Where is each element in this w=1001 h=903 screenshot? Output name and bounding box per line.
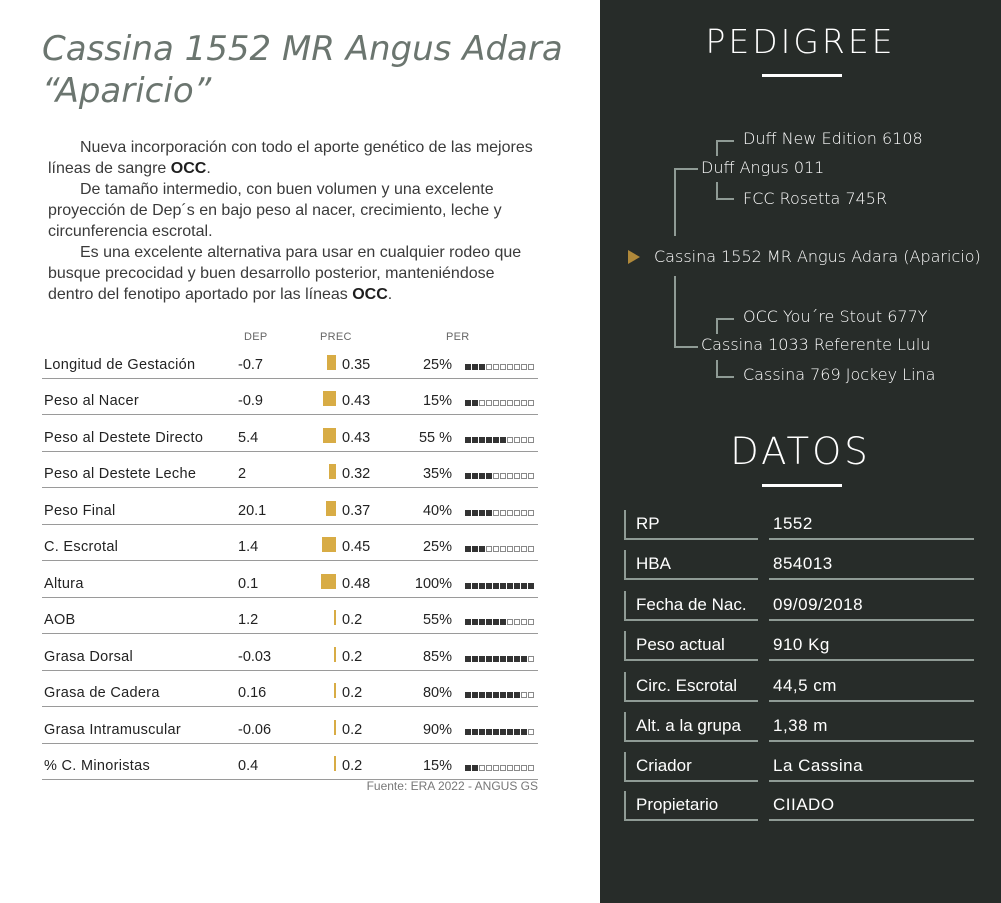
percentile-square bbox=[493, 729, 499, 735]
pedigree-dam-sire: OCC You´re Stout 677Y bbox=[743, 307, 928, 326]
dep-value: 0.4 bbox=[238, 758, 259, 774]
trait-name: Grasa Intramuscular bbox=[44, 721, 182, 738]
percentile-square bbox=[500, 583, 506, 589]
per-value: 35% bbox=[422, 466, 452, 482]
table-row bbox=[42, 452, 538, 489]
prec-bar bbox=[327, 355, 336, 370]
prec-bar bbox=[334, 756, 336, 771]
table-row bbox=[42, 379, 538, 416]
percentile-square bbox=[528, 546, 534, 552]
percentile-square bbox=[521, 765, 527, 771]
percentile-square bbox=[486, 473, 492, 479]
percentile-square bbox=[521, 583, 527, 589]
percentile-square bbox=[507, 656, 513, 662]
datos-value: 1,38 m bbox=[773, 716, 828, 735]
percentile-square bbox=[486, 692, 492, 698]
percentile-square bbox=[486, 437, 492, 443]
percentile-square bbox=[514, 473, 520, 479]
table-row bbox=[42, 415, 538, 452]
datos-row bbox=[624, 591, 974, 621]
percentile-indicator bbox=[465, 692, 534, 698]
percentile-square bbox=[486, 583, 492, 589]
pedigree-heading: PEDIGREE bbox=[705, 22, 896, 61]
percentile-square bbox=[472, 364, 478, 370]
percentile-square bbox=[507, 619, 513, 625]
percentile-square bbox=[507, 510, 513, 516]
percentile-square bbox=[465, 619, 471, 625]
pedigree-animal: Cassina 1552 MR Angus Adara (Aparicio) bbox=[654, 247, 981, 266]
percentile-square bbox=[493, 656, 499, 662]
datos-value-box bbox=[769, 591, 974, 621]
percentile-square bbox=[472, 473, 478, 479]
pedigree-sire: Duff Angus 011 bbox=[701, 158, 825, 177]
title-line-2: “Aparicio” bbox=[42, 71, 212, 111]
title-line-1: Cassina 1552 MR Angus Adara bbox=[42, 29, 563, 69]
percentile-square bbox=[500, 619, 506, 625]
datos-label: Peso actual bbox=[636, 635, 725, 654]
table-row bbox=[42, 561, 538, 598]
trait-name: Peso al Destete Directo bbox=[44, 429, 204, 446]
datos-value: 1552 bbox=[773, 514, 813, 533]
percentile-square bbox=[528, 692, 534, 698]
prec-value: 0.32 bbox=[342, 466, 371, 482]
tree-line bbox=[716, 318, 734, 320]
percentile-square bbox=[479, 729, 485, 735]
percentile-square bbox=[472, 583, 478, 589]
datos-label-box bbox=[624, 791, 758, 821]
table-row bbox=[42, 634, 538, 671]
trait-name: % C. Minoristas bbox=[44, 758, 151, 774]
percentile-square bbox=[465, 583, 471, 589]
percentile-square bbox=[465, 510, 471, 516]
percentile-square bbox=[514, 656, 520, 662]
dep-value: 0.1 bbox=[238, 575, 259, 592]
datos-value: 910 Kg bbox=[773, 635, 830, 654]
percentile-square bbox=[507, 765, 513, 771]
datos-value-box bbox=[769, 550, 974, 580]
percentile-square bbox=[472, 510, 478, 516]
percentile-square bbox=[507, 692, 513, 698]
percentile-square bbox=[465, 765, 471, 771]
percentile-indicator bbox=[465, 473, 534, 479]
datos-row bbox=[624, 550, 974, 580]
datos-heading: DATOS bbox=[730, 430, 871, 473]
table-row bbox=[42, 707, 538, 744]
dep-value: 20.1 bbox=[238, 502, 267, 519]
prec-value: 0.45 bbox=[342, 539, 371, 555]
description-text: . bbox=[206, 160, 211, 177]
datos-label-box bbox=[624, 510, 758, 540]
percentile-square bbox=[528, 510, 534, 516]
datos-row bbox=[624, 791, 974, 821]
percentile-square bbox=[486, 656, 492, 662]
datos-value: CIIADO bbox=[773, 795, 835, 814]
percentile-square bbox=[500, 473, 506, 479]
percentile-square bbox=[528, 473, 534, 479]
percentile-square bbox=[528, 729, 534, 735]
percentile-square bbox=[514, 364, 520, 370]
datos-value-box bbox=[769, 712, 974, 742]
tree-line bbox=[674, 168, 698, 170]
percentile-square bbox=[500, 656, 506, 662]
prec-bar bbox=[322, 537, 336, 552]
percentile-square bbox=[500, 729, 506, 735]
datos-value: La Cassina bbox=[773, 756, 864, 775]
trait-name: Peso al Destete Leche bbox=[44, 466, 197, 482]
percentile-square bbox=[521, 692, 527, 698]
percentile-indicator bbox=[465, 437, 534, 443]
dep-value: 1.2 bbox=[238, 612, 259, 628]
percentile-square bbox=[507, 437, 513, 443]
percentile-square bbox=[500, 765, 506, 771]
percentile-square bbox=[514, 692, 520, 698]
percentile-square bbox=[500, 400, 506, 406]
pedigree-dam: Cassina 1033 Referente Lulu bbox=[701, 335, 931, 354]
right-panel bbox=[600, 0, 1001, 903]
prec-value: 0.35 bbox=[342, 356, 371, 373]
table-row bbox=[42, 525, 538, 562]
dep-value: 2 bbox=[238, 466, 247, 482]
datos-row bbox=[624, 631, 974, 661]
percentile-square bbox=[528, 656, 534, 662]
prec-bar bbox=[321, 574, 336, 589]
datos-label-box bbox=[624, 752, 758, 782]
tree-line bbox=[674, 276, 676, 348]
table-row bbox=[42, 671, 538, 708]
percentile-indicator bbox=[465, 510, 534, 516]
percentile-square bbox=[528, 437, 534, 443]
percentile-square bbox=[479, 473, 485, 479]
datos-label: RP bbox=[636, 514, 660, 533]
percentile-square bbox=[479, 364, 485, 370]
description-paragraph-3 bbox=[48, 242, 542, 305]
trait-name: Peso Final bbox=[44, 502, 116, 519]
percentile-square bbox=[465, 546, 471, 552]
percentile-square bbox=[514, 400, 520, 406]
percentile-square bbox=[465, 364, 471, 370]
description bbox=[48, 137, 542, 305]
percentile-indicator bbox=[465, 619, 534, 625]
prec-value: 0.37 bbox=[342, 502, 371, 519]
pedigree-sire-sire: Duff New Edition 6108 bbox=[743, 129, 923, 148]
percentile-square bbox=[514, 619, 520, 625]
percentile-square bbox=[493, 400, 499, 406]
prec-value: 0.43 bbox=[342, 393, 371, 409]
pedigree-dam-dam: Cassina 769 Jockey Lina bbox=[743, 365, 936, 384]
percentile-square bbox=[514, 437, 520, 443]
trait-name: Longitud de Gestación bbox=[44, 356, 196, 373]
trait-name: AOB bbox=[44, 612, 76, 628]
dep-value: -0.03 bbox=[238, 648, 272, 665]
tree-line bbox=[674, 168, 676, 236]
percentile-square bbox=[500, 546, 506, 552]
percentile-square bbox=[493, 546, 499, 552]
dep-value: 5.4 bbox=[238, 429, 259, 446]
percentile-square bbox=[493, 583, 499, 589]
datos-label: Propietario bbox=[636, 795, 719, 814]
tree-line bbox=[716, 140, 734, 142]
table-row bbox=[42, 744, 538, 781]
prec-bar bbox=[329, 464, 336, 479]
datos-label-box bbox=[624, 591, 758, 621]
percentile-square bbox=[521, 473, 527, 479]
dep-table bbox=[42, 342, 538, 780]
dep-value: -0.9 bbox=[238, 393, 263, 409]
percentile-square bbox=[528, 583, 534, 589]
percentile-indicator bbox=[465, 765, 534, 771]
datos-row bbox=[624, 712, 974, 742]
per-value: 80% bbox=[422, 685, 452, 701]
percentile-square bbox=[521, 546, 527, 552]
percentile-square bbox=[486, 400, 492, 406]
percentile-square bbox=[507, 364, 513, 370]
percentile-square bbox=[479, 583, 485, 589]
percentile-square bbox=[472, 729, 478, 735]
percentile-square bbox=[479, 692, 485, 698]
datos-row bbox=[624, 510, 974, 540]
trait-name: Grasa Dorsal bbox=[44, 648, 134, 665]
percentile-square bbox=[521, 656, 527, 662]
datos-label-box bbox=[624, 631, 758, 661]
percentile-square bbox=[514, 510, 520, 516]
table-row bbox=[42, 598, 538, 635]
percentile-indicator bbox=[465, 400, 534, 406]
datos-label-box bbox=[624, 672, 758, 702]
trait-name: C. Escrotal bbox=[44, 539, 119, 555]
pedigree-sire-dam: FCC Rosetta 745R bbox=[743, 189, 888, 208]
dep-value: 1.4 bbox=[238, 539, 259, 555]
prec-bar bbox=[334, 610, 336, 625]
prec-bar bbox=[326, 501, 336, 516]
datos-value-box bbox=[769, 510, 974, 540]
table-row bbox=[42, 488, 538, 525]
percentile-square bbox=[493, 364, 499, 370]
prec-bar bbox=[334, 720, 336, 735]
percentile-square bbox=[486, 510, 492, 516]
datos-label: Fecha de Nac. bbox=[636, 595, 747, 614]
percentile-square bbox=[500, 364, 506, 370]
datos-row bbox=[624, 752, 974, 782]
percentile-square bbox=[486, 364, 492, 370]
prec-value: 0.48 bbox=[342, 575, 371, 592]
percentile-indicator bbox=[465, 583, 534, 589]
per-value: 15% bbox=[422, 393, 452, 409]
per-value: 15% bbox=[422, 758, 452, 774]
tree-line bbox=[716, 318, 718, 334]
per-value: 55% bbox=[422, 612, 452, 628]
percentile-square bbox=[514, 729, 520, 735]
percentile-square bbox=[507, 546, 513, 552]
percentile-square bbox=[521, 437, 527, 443]
header-prec: PREC bbox=[320, 331, 352, 343]
datos-value-box bbox=[769, 672, 974, 702]
percentile-square bbox=[521, 729, 527, 735]
datos-label: Alt. a la grupa bbox=[636, 716, 741, 735]
description-text: . bbox=[387, 286, 393, 303]
datos-value-box bbox=[769, 631, 974, 661]
tree-line bbox=[716, 198, 734, 200]
page-title bbox=[42, 28, 582, 112]
percentile-square bbox=[507, 729, 513, 735]
tree-line bbox=[674, 346, 698, 348]
per-value: 25% bbox=[422, 539, 452, 555]
percentile-square bbox=[465, 729, 471, 735]
percentile-square bbox=[521, 400, 527, 406]
percentile-indicator bbox=[465, 546, 534, 552]
percentile-square bbox=[465, 473, 471, 479]
trait-name: Altura bbox=[44, 575, 84, 592]
per-value: 85% bbox=[422, 648, 452, 665]
percentile-square bbox=[514, 583, 520, 589]
percentile-square bbox=[465, 656, 471, 662]
percentile-indicator bbox=[465, 729, 534, 735]
percentile-square bbox=[521, 619, 527, 625]
datos-label: Criador bbox=[636, 756, 692, 775]
percentile-square bbox=[472, 400, 478, 406]
percentile-square bbox=[479, 437, 485, 443]
datos-value-box bbox=[769, 752, 974, 782]
prec-value: 0.2 bbox=[342, 612, 363, 628]
prec-value: 0.2 bbox=[342, 721, 363, 738]
per-value: 40% bbox=[422, 502, 452, 519]
pedigree-underline bbox=[762, 74, 842, 77]
description-text: Nueva incorporación con todo el aporte genético de las mejores líneas de sangre bbox=[48, 139, 533, 177]
percentile-square bbox=[493, 619, 499, 625]
source-note: Fuente: ERA 2022 - ANGUS GS bbox=[366, 779, 538, 793]
percentile-square bbox=[500, 692, 506, 698]
percentile-square bbox=[479, 765, 485, 771]
percentile-square bbox=[472, 692, 478, 698]
percentile-square bbox=[472, 656, 478, 662]
percentile-square bbox=[479, 400, 485, 406]
dep-value: 0.16 bbox=[238, 685, 267, 701]
percentile-square bbox=[479, 656, 485, 662]
percentile-square bbox=[479, 546, 485, 552]
percentile-square bbox=[521, 510, 527, 516]
datos-value: 44,5 cm bbox=[773, 676, 837, 695]
percentile-square bbox=[528, 364, 534, 370]
prec-value: 0.43 bbox=[342, 429, 371, 446]
percentile-square bbox=[521, 364, 527, 370]
dep-value: -0.06 bbox=[238, 721, 272, 738]
percentile-square bbox=[493, 510, 499, 516]
percentile-square bbox=[493, 473, 499, 479]
per-value: 25% bbox=[422, 356, 452, 373]
trait-name: Peso al Nacer bbox=[44, 393, 139, 409]
percentile-square bbox=[507, 473, 513, 479]
percentile-square bbox=[514, 546, 520, 552]
datos-value-box bbox=[769, 791, 974, 821]
percentile-square bbox=[493, 765, 499, 771]
percentile-square bbox=[486, 619, 492, 625]
prec-bar bbox=[334, 683, 336, 698]
per-value: 90% bbox=[422, 721, 452, 738]
description-paragraph-1 bbox=[48, 137, 542, 179]
trait-name: Grasa de Cadera bbox=[44, 685, 160, 701]
percentile-square bbox=[486, 729, 492, 735]
prec-value: 0.2 bbox=[342, 758, 363, 774]
percentile-square bbox=[507, 400, 513, 406]
percentile-square bbox=[486, 546, 492, 552]
description-bold: OCC bbox=[352, 286, 388, 303]
description-paragraph-2: De tamaño intermedio, con buen volumen y una excelente proyección de Dep´s en bajo peso al nacer, crecimiento, leche y circunferencia escrotal. bbox=[48, 181, 502, 240]
description-text: Es una excelente alternativa para usar en cualquier rodeo que busque precocidad y buen desarrollo posterior, manteniéndose dentro del fenotipo aportado por las líneas bbox=[48, 244, 522, 303]
percentile-square bbox=[493, 692, 499, 698]
percentile-square bbox=[528, 765, 534, 771]
dep-value: -0.7 bbox=[238, 356, 263, 373]
prec-bar bbox=[323, 428, 336, 443]
datos-underline bbox=[762, 484, 842, 487]
percentile-square bbox=[465, 692, 471, 698]
description-bold: OCC bbox=[170, 160, 207, 177]
percentile-square bbox=[514, 765, 520, 771]
prec-value: 0.2 bbox=[342, 648, 363, 665]
percentile-square bbox=[528, 400, 534, 406]
percentile-square bbox=[465, 437, 471, 443]
prec-value: 0.2 bbox=[342, 685, 363, 701]
datos-label-box bbox=[624, 712, 758, 742]
percentile-square bbox=[479, 510, 485, 516]
per-value: 100% bbox=[414, 575, 452, 592]
tree-line bbox=[716, 140, 718, 156]
percentile-indicator bbox=[465, 364, 534, 370]
percentile-square bbox=[500, 437, 506, 443]
prec-bar bbox=[323, 391, 336, 406]
datos-label: HBA bbox=[636, 554, 671, 573]
header-dep: DEP bbox=[244, 331, 268, 343]
percentile-square bbox=[472, 546, 478, 552]
percentile-square bbox=[472, 765, 478, 771]
datos-value: 854013 bbox=[773, 554, 833, 573]
pedigree-arrow-icon bbox=[628, 250, 640, 264]
percentile-square bbox=[486, 765, 492, 771]
tree-line bbox=[716, 376, 734, 378]
datos-value: 09/09/2018 bbox=[773, 595, 864, 614]
table-row bbox=[42, 342, 538, 379]
percentile-square bbox=[465, 400, 471, 406]
percentile-square bbox=[479, 619, 485, 625]
percentile-square bbox=[507, 583, 513, 589]
percentile-square bbox=[493, 437, 499, 443]
percentile-indicator bbox=[465, 656, 534, 662]
datos-row bbox=[624, 672, 974, 702]
prec-bar bbox=[334, 647, 336, 662]
percentile-square bbox=[472, 437, 478, 443]
datos-label-box bbox=[624, 550, 758, 580]
percentile-square bbox=[500, 510, 506, 516]
percentile-square bbox=[472, 619, 478, 625]
per-value: 55 % bbox=[418, 429, 452, 446]
percentile-square bbox=[528, 619, 534, 625]
datos-label: Circ. Escrotal bbox=[636, 676, 738, 695]
header-per: PER bbox=[446, 331, 470, 343]
